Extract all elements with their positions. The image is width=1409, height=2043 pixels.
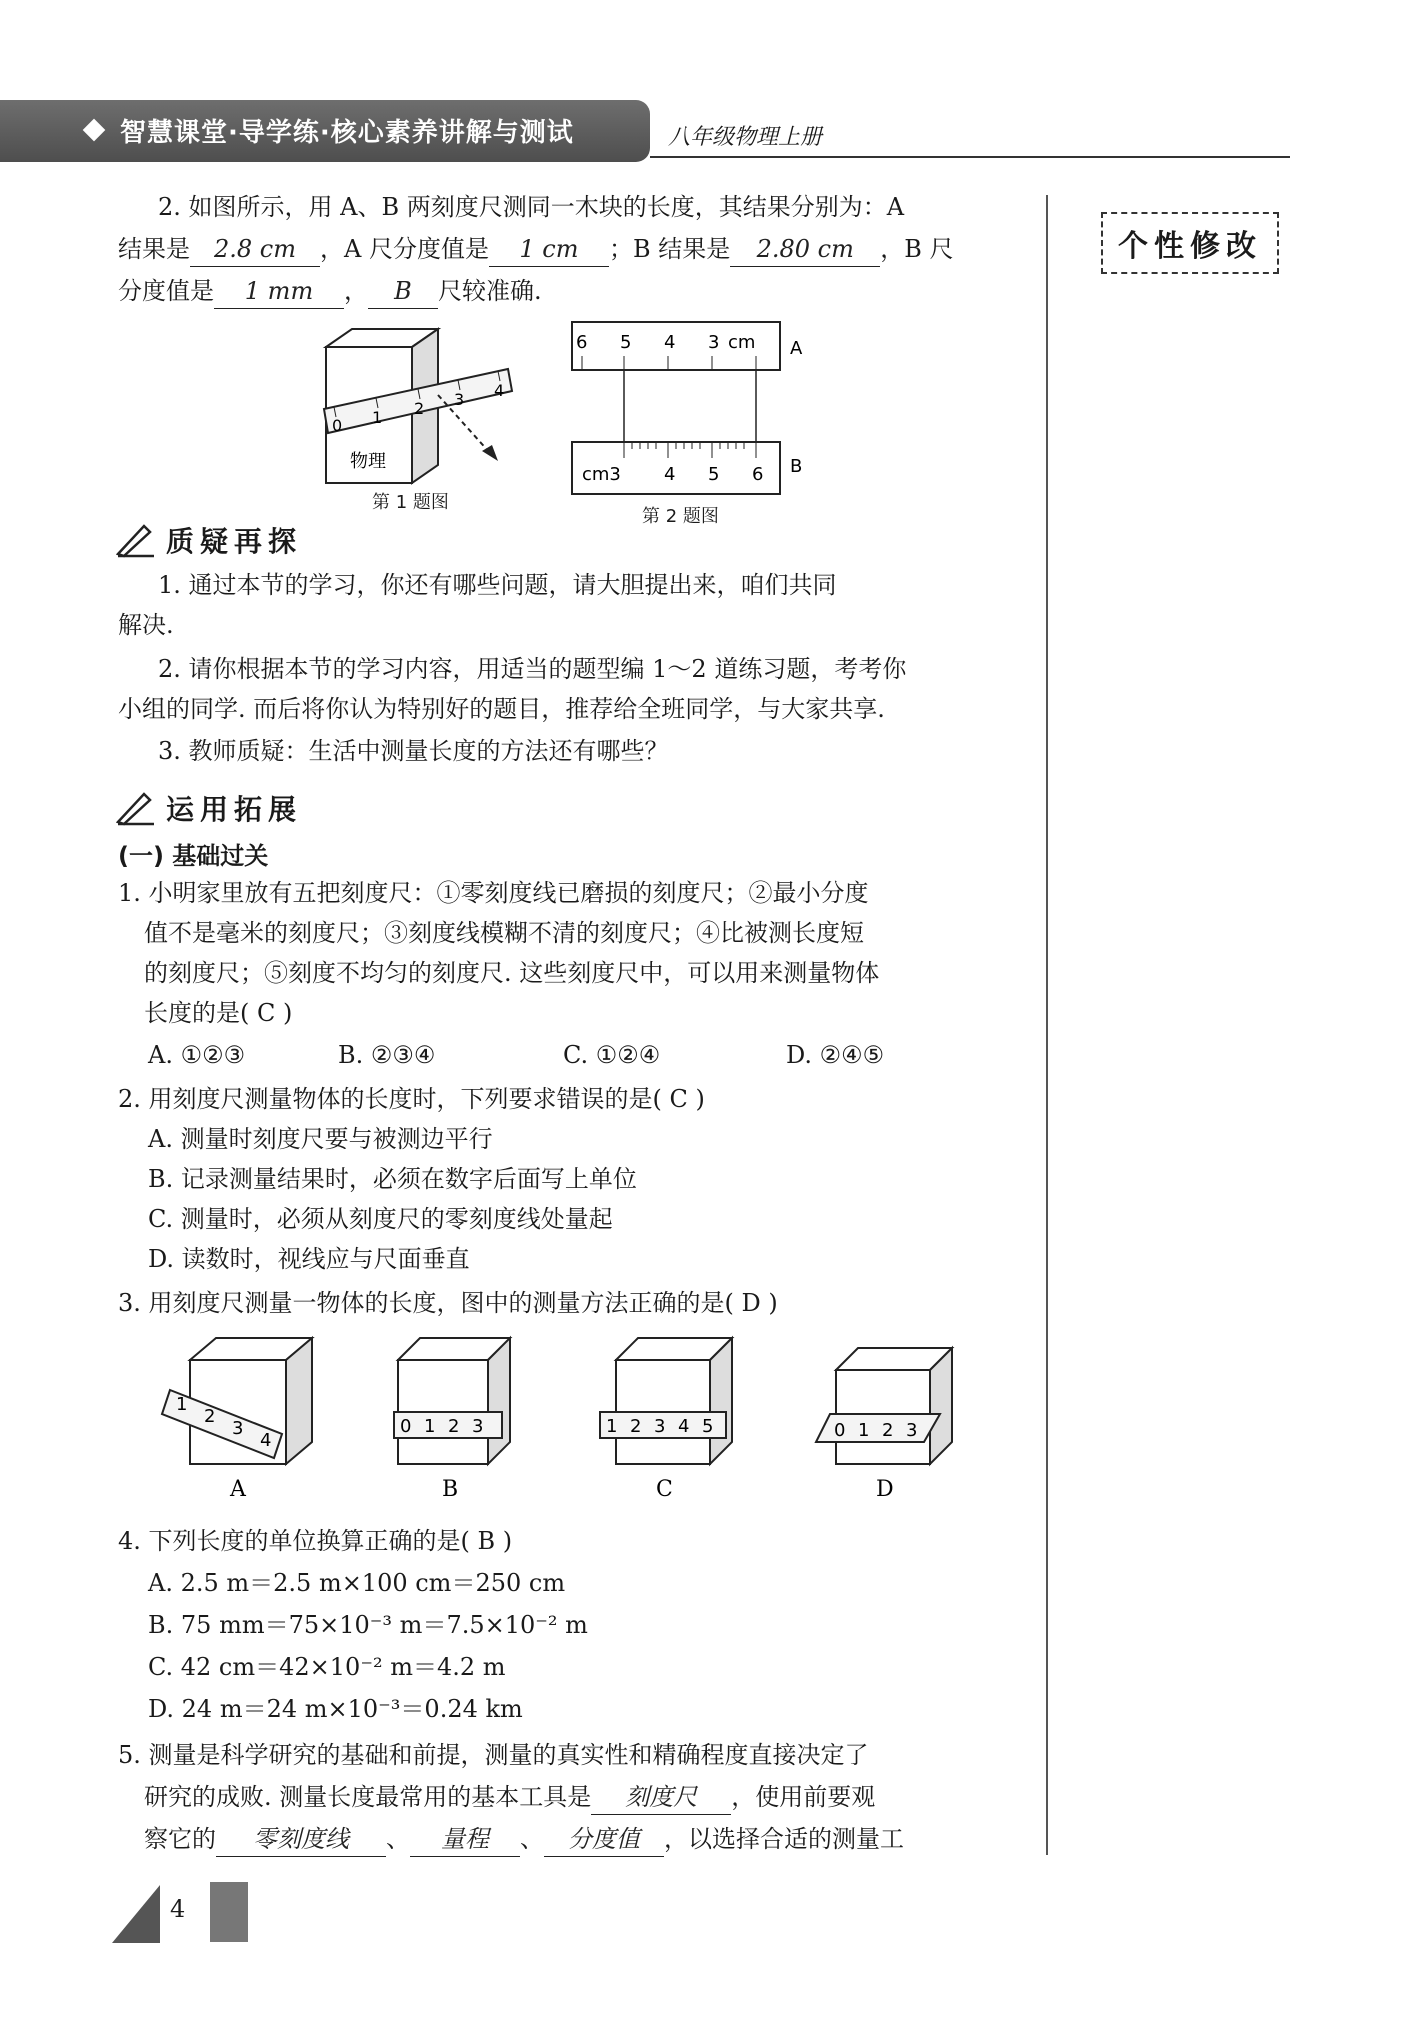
- q2-option: B. 记录测量结果时，必须在数字后面写上单位: [148, 1165, 637, 1193]
- q3-label: A: [230, 1477, 246, 1500]
- q3c-tick: 5: [702, 1416, 714, 1437]
- pen-icon: [116, 790, 156, 826]
- q3-figure-a: [160, 1330, 320, 1500]
- q2-option: A. 测量时刻度尺要与被测边平行: [148, 1125, 493, 1153]
- book-title: 智慧课堂·导学练·核心素养讲解与测试: [120, 118, 574, 148]
- q5-line1: 5. 测量是科学研究的基础和前提，测量的真实性和精确程度直接决定了: [118, 1741, 869, 1769]
- q3d-tick: 1: [858, 1420, 870, 1441]
- q4-option: C. 42 cm＝42×10⁻² m＝4.2 m: [148, 1653, 506, 1681]
- q1-line: 1. 小明家里放有五把刻度尺：①零刻度线已磨损的刻度尺；②最小分度: [118, 879, 869, 907]
- zhiyi-p1a: 1. 通过本节的学习，你还有哪些问题，请大胆提出来，咱们共同: [158, 571, 837, 599]
- q3a-tick: 1: [176, 1394, 188, 1415]
- section-title: 运用拓展: [166, 793, 303, 826]
- text: 研究的成败. 测量长度最常用的基本工具是: [144, 1783, 592, 1811]
- text: 结果是: [118, 235, 190, 263]
- fig2-label-a: A: [790, 338, 803, 359]
- section-title: 质疑再探: [166, 525, 303, 558]
- fig1-block-label: 物理: [350, 451, 386, 472]
- q3d-tick: 2: [882, 1420, 894, 1441]
- q3b-tick: 1: [424, 1416, 436, 1437]
- q3d-tick: 0: [834, 1420, 846, 1441]
- q3a-tick: 2: [204, 1406, 216, 1427]
- answer-blank: 1 cm: [489, 232, 609, 267]
- q3-label: B: [442, 1477, 459, 1500]
- section-yunyong: [116, 788, 302, 828]
- fig1-tick: 1: [372, 408, 383, 427]
- zhiyi-p1b: 解决.: [118, 611, 174, 639]
- fig2-bottom-tick: 6: [752, 464, 764, 485]
- q1-line: 的刻度尺；⑤刻度不均匀的刻度尺. 这些刻度尺中，可以用来测量物体: [144, 959, 880, 987]
- q2-option: C. 测量时，必须从刻度尺的零刻度线处量起: [148, 1205, 613, 1233]
- q3c-tick: 4: [678, 1416, 690, 1437]
- fig2-top-tick: cm: [728, 332, 756, 353]
- text: ，以选择合适的测量工: [664, 1825, 904, 1853]
- text: ，B 尺: [880, 235, 954, 263]
- q3-figure-b: [390, 1330, 530, 1500]
- fig2-top-tick: 3: [708, 332, 720, 353]
- fig2-label-b: B: [790, 456, 803, 477]
- answer-blank: 1 mm: [214, 274, 344, 309]
- answer-blank: 零刻度线: [216, 1822, 386, 1857]
- text: 察它的: [144, 1825, 216, 1853]
- section-zhiyi: [116, 520, 302, 560]
- text: 、: [386, 1825, 410, 1853]
- q5-line2: [144, 1780, 875, 1815]
- text: 尺较准确.: [438, 277, 542, 305]
- q5-line3: [144, 1822, 904, 1857]
- footer-block: [210, 1882, 248, 1942]
- q3c-tick: 1: [606, 1416, 618, 1437]
- page-number: 4: [170, 1895, 186, 1923]
- answer-blank: 刻度尺: [591, 1780, 731, 1815]
- fig2-top-tick: 5: [620, 332, 632, 353]
- pen-icon: [116, 522, 156, 558]
- q3-label: C: [656, 1477, 673, 1500]
- text: ，: [344, 277, 368, 305]
- q3b-tick: 2: [448, 1416, 460, 1437]
- fig1-tick: 2: [414, 399, 425, 418]
- q2-option: D. 读数时，视线应与尺面垂直: [148, 1245, 470, 1273]
- q3b-tick: 3: [472, 1416, 484, 1437]
- column-divider: [1046, 195, 1048, 1855]
- q1-option: B. ②③④: [338, 1041, 436, 1069]
- fig2-top-tick: 6: [576, 332, 588, 353]
- q4-option: B. 75 mm＝75×10⁻³ m＝7.5×10⁻² m: [148, 1611, 588, 1639]
- q3a-tick: 4: [260, 1430, 272, 1451]
- answer-blank: 分度值: [544, 1822, 664, 1857]
- answer-blank: 2.8 cm: [190, 232, 320, 267]
- q1-line: 长度的是( C ): [144, 999, 293, 1027]
- grade-label: 八年级物理上册: [668, 125, 823, 150]
- q3-label: D: [876, 1477, 894, 1500]
- q4-stem: 4. 下列长度的单位换算正确的是( B ): [118, 1527, 513, 1555]
- footer-triangle: [112, 1885, 160, 1943]
- answer-blank: B: [368, 274, 438, 309]
- zhiyi-p3: 3. 教师质疑：生活中测量长度的方法还有哪些？: [158, 737, 669, 765]
- fig2-bottom-tick: 4: [664, 464, 676, 485]
- q-top-line1: 2. 如图所示，用 A、B 两刻度尺测同一木块的长度，其结果分别为：A: [158, 193, 905, 221]
- fig2-bottom-tick: 5: [708, 464, 720, 485]
- zhiyi-p2b: 小组的同学. 而后将你认为特别好的题目，推荐给全班同学，与大家共享.: [118, 695, 885, 723]
- fig1-tick: 4: [494, 381, 505, 400]
- header-rule: [650, 156, 1290, 158]
- fig1-tick: 3: [454, 390, 465, 409]
- text: ，使用前要观: [731, 1783, 876, 1811]
- q-top-line2: [118, 232, 954, 267]
- q1-option: A. ①②③: [148, 1041, 246, 1069]
- answer-blank: 量程: [410, 1822, 520, 1857]
- text: ，A 尺分度值是: [320, 235, 489, 263]
- q3-figure-d: [812, 1330, 972, 1500]
- zhiyi-p2a: 2. 请你根据本节的学习内容，用适当的题型编 1～2 道练习题，考考你: [158, 655, 907, 683]
- q3-figure-c: [596, 1330, 756, 1500]
- q3d-tick: 3: [906, 1420, 918, 1441]
- q1-option: D. ②④⑤: [786, 1041, 885, 1069]
- text: ；B 结果是: [608, 235, 731, 263]
- fig1-tick: 0: [332, 416, 343, 435]
- text: 、: [520, 1825, 544, 1853]
- q1-option: C. ①②④: [563, 1041, 661, 1069]
- subsection-jichu: (一) 基础过关: [118, 842, 269, 870]
- q3c-tick: 3: [654, 1416, 666, 1437]
- q3a-tick: 3: [232, 1418, 244, 1439]
- figure-2: [568, 318, 828, 498]
- fig2-caption: 第 2 题图: [642, 506, 719, 527]
- q4-option: A. 2.5 m＝2.5 m×100 cm＝250 cm: [148, 1569, 566, 1597]
- q3-stem: 3. 用刻度尺测量一物体的长度，图中的测量方法正确的是( D ): [118, 1289, 778, 1317]
- fig1-caption: 第 1 题图: [372, 492, 449, 513]
- figure-1: [320, 325, 520, 510]
- fig2-bottom-tick: cm3: [582, 464, 621, 485]
- q4-option: D. 24 m＝24 m×10⁻³＝0.24 km: [148, 1695, 523, 1723]
- q-top-line3: [118, 274, 542, 309]
- q3c-tick: 2: [630, 1416, 642, 1437]
- fig2-top-tick: 4: [664, 332, 676, 353]
- personal-notes-box: 个性修改: [1101, 212, 1279, 274]
- q2-stem: 2. 用刻度尺测量物体的长度时，下列要求错误的是( C ): [118, 1085, 705, 1113]
- q1-line: 值不是毫米的刻度尺；③刻度线模糊不清的刻度尺；④比被测长度短: [144, 919, 864, 947]
- text: 分度值是: [118, 277, 214, 305]
- answer-blank: 2.80 cm: [730, 232, 880, 267]
- q3b-tick: 0: [400, 1416, 412, 1437]
